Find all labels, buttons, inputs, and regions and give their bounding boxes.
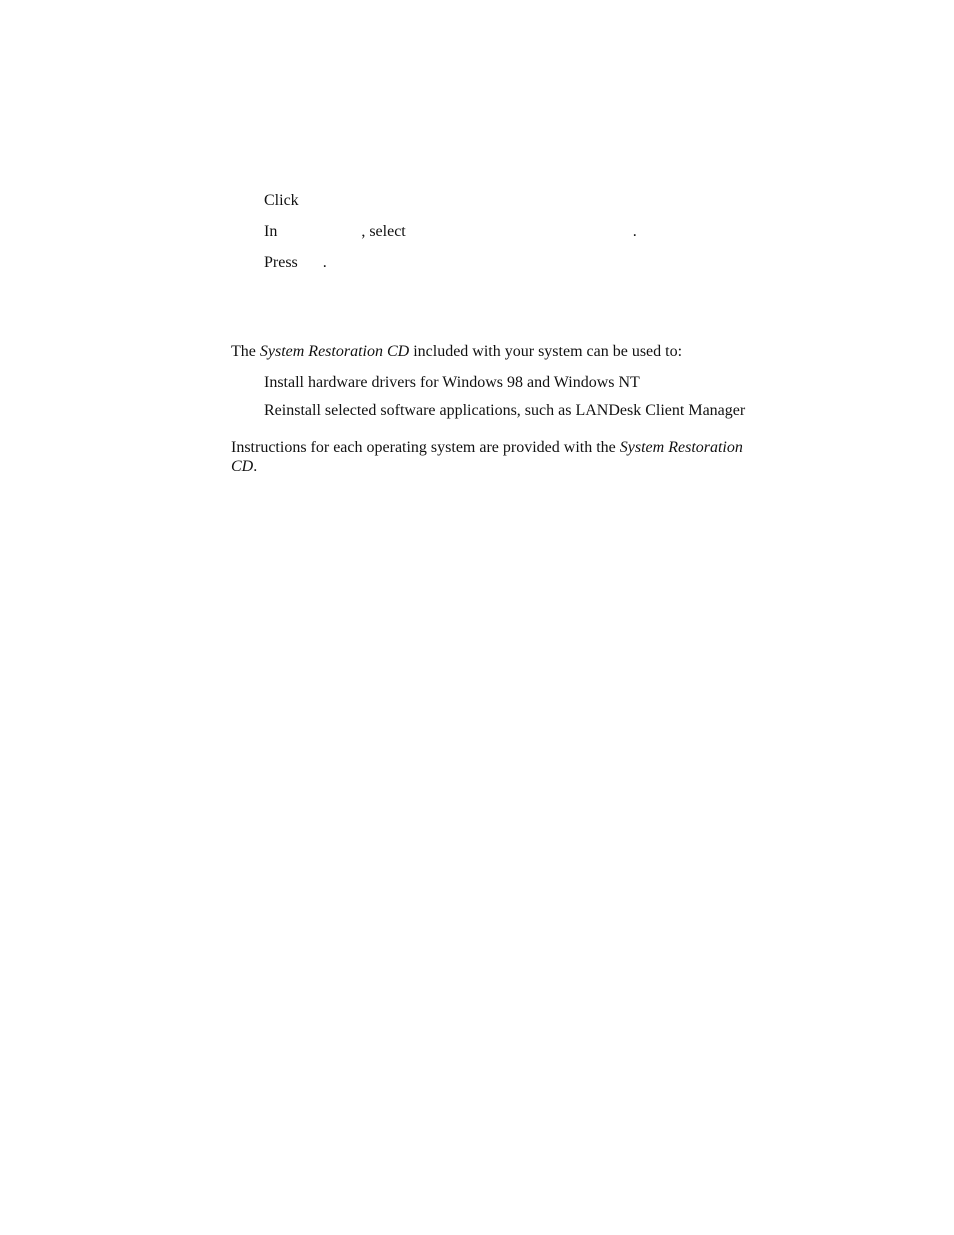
step-select-period: . <box>632 223 637 240</box>
list-item <box>264 401 745 421</box>
step-click-text: Click <box>264 192 299 209</box>
step-in-text: In <box>264 223 278 240</box>
instructions-paragraph-line-2 <box>231 457 257 477</box>
step-press-period: . <box>322 254 327 271</box>
intro-cd-name: System Restoration CD <box>259 343 410 360</box>
list-item <box>264 373 640 393</box>
intro-pre: The <box>231 343 260 360</box>
step-select-text: , select <box>361 223 406 240</box>
instructions-pre: Instructions for each operating system are provided with the <box>231 439 620 456</box>
instructions-period: . <box>253 458 258 475</box>
bullet-text-software: Reinstall selected software applications, such as LANDesk Client Manager <box>264 402 746 419</box>
step-in-select <box>264 222 637 242</box>
step-press-text: Press <box>264 254 298 271</box>
instructions-cd-name-1: System Restoration <box>619 439 743 456</box>
instructions-cd-name-2: CD <box>231 458 254 475</box>
intro-paragraph <box>231 342 682 362</box>
intro-post: included with your system can be used to: <box>409 343 683 360</box>
bullet-text-drivers: Install hardware drivers for Windows 98 and Windows NT <box>264 374 640 391</box>
step-press <box>264 253 327 273</box>
instructions-paragraph-line-1 <box>231 438 743 458</box>
step-click <box>264 191 299 211</box>
